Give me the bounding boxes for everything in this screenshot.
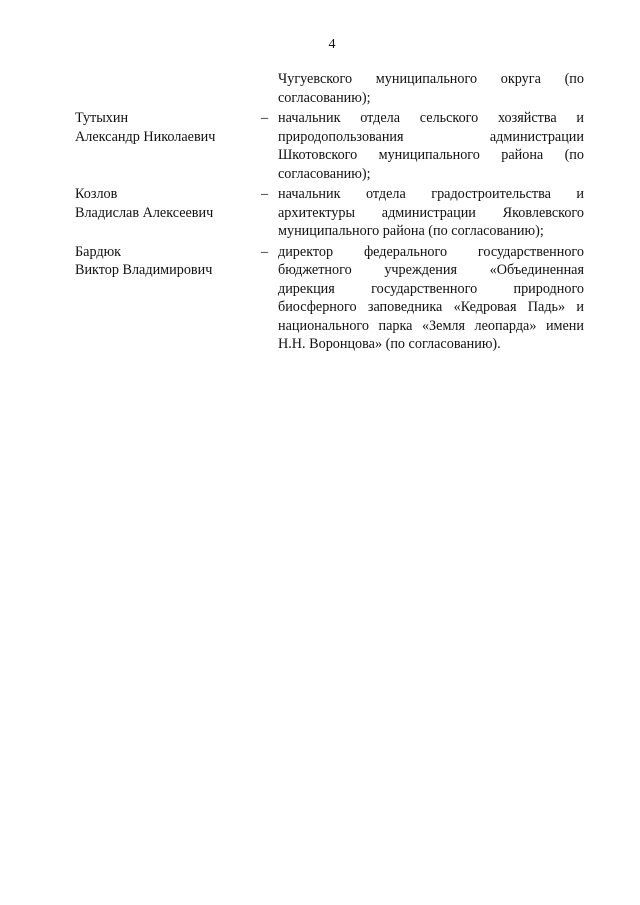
position-line: согласованию);	[278, 89, 371, 106]
position-line: дирекция государственного природного	[278, 280, 584, 297]
position-line: Н.Н. Воронцова» (по согласованию).	[278, 336, 501, 352]
position-line: Чугуевского муниципального округа (по	[278, 71, 584, 87]
position-line: начальник отдела сельского хозяйства и	[278, 110, 584, 126]
member-given-names: Александр Николаевич	[75, 128, 216, 145]
member-entry-bardyuk	[75, 243, 584, 354]
member-entry-continuation	[75, 70, 584, 107]
member-position	[278, 70, 584, 107]
member-dash	[261, 70, 278, 107]
position-line: национального парка «Земля леопарда» имени	[278, 317, 584, 334]
member-surname: Тутыхин	[75, 110, 129, 126]
member-name	[75, 109, 261, 183]
member-name	[75, 243, 261, 354]
member-given-names: Виктор Владимирович	[75, 262, 213, 278]
position-line: муниципального района (по согласованию);	[278, 223, 544, 239]
member-list	[75, 70, 584, 356]
member-given-names: Владислав Алексеевич	[75, 204, 214, 221]
member-position	[278, 185, 584, 241]
page-number: 4	[328, 37, 336, 52]
member-entry-tutykhin	[75, 109, 584, 183]
member-entry-kozlov	[75, 185, 584, 241]
member-dash: –	[261, 110, 269, 126]
member-surname: Бардюк	[75, 243, 122, 260]
member-name	[75, 70, 261, 107]
member-name	[75, 185, 261, 241]
position-line: начальник отдела градостроительства и	[278, 186, 584, 202]
member-dash: –	[261, 186, 269, 202]
member-position	[278, 243, 584, 354]
member-position	[278, 109, 584, 183]
position-line: биосферного заповедника «Кедровая Падь» и	[278, 299, 584, 315]
member-dash: –	[261, 243, 269, 260]
member-surname: Козлов	[75, 186, 118, 202]
position-line: бюджетного учреждения «Объединенная	[278, 262, 584, 278]
position-line: природопользования администрации	[278, 128, 584, 145]
position-line: директор федерального государственного	[278, 243, 584, 260]
position-line: архитектуры администрации Яковлевского	[278, 204, 584, 221]
position-line: согласованию);	[278, 165, 371, 182]
position-line: Шкотовского муниципального района (по	[278, 147, 584, 163]
